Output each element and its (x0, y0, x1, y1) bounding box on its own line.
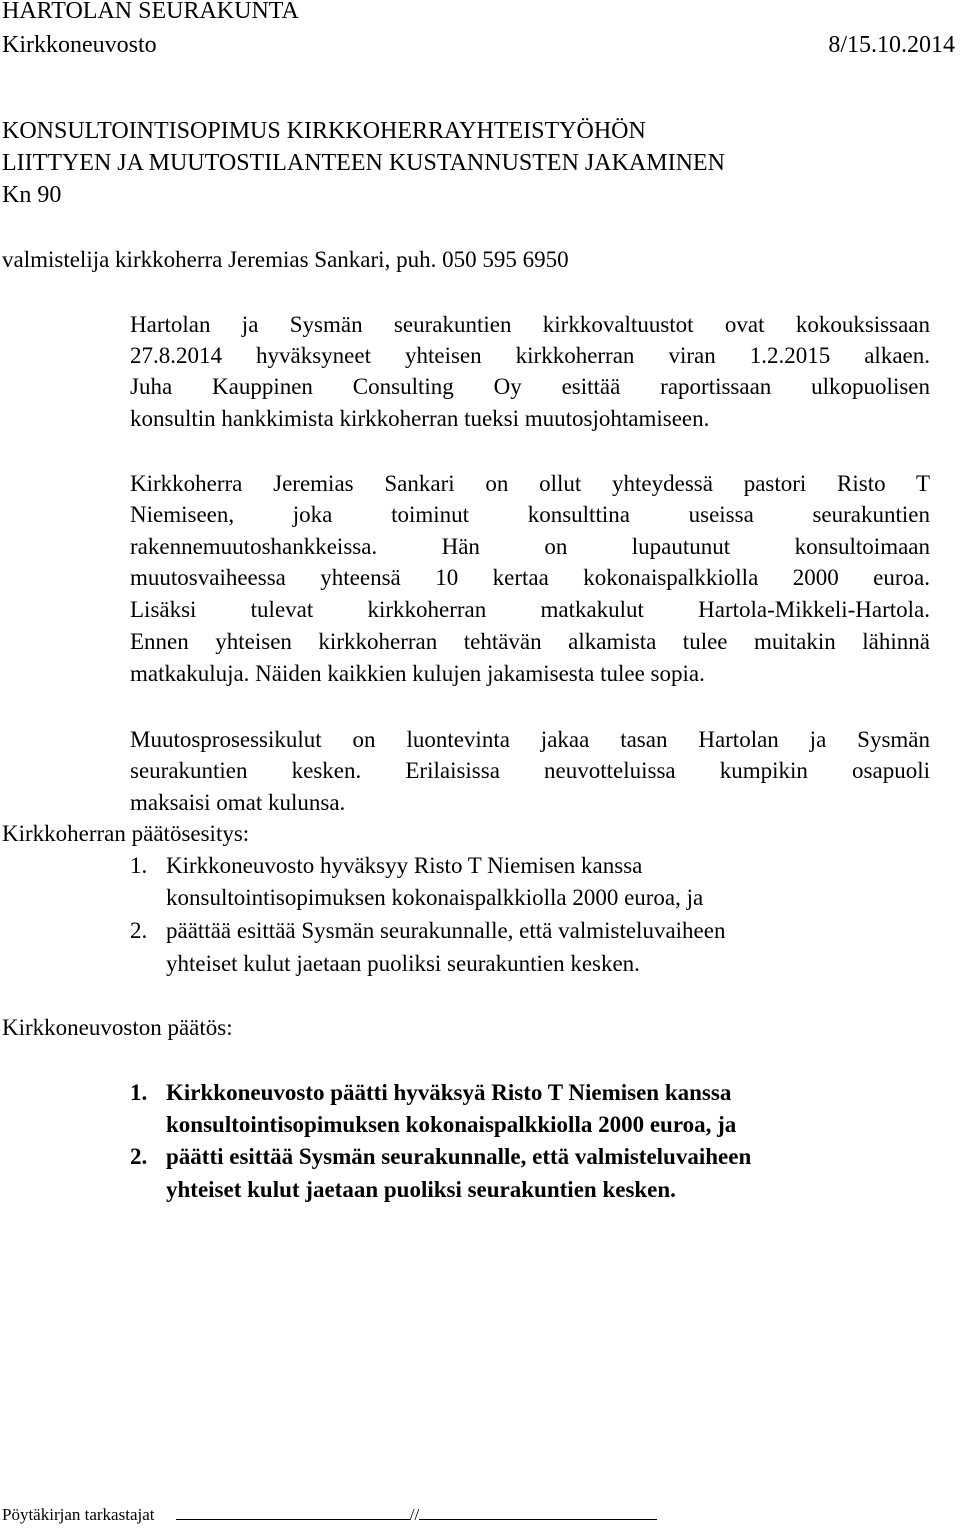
organization-name: HARTOLAN SEURAKUNTA (2, 0, 299, 24)
list-item-text: päätti esittää Sysmän seurakunnalle, että valmisteluvaiheen (166, 1144, 752, 1169)
paragraph-line: Hartolan ja Sysmän seurakuntien kirkkovaltuustot ovat kokouksissaan (130, 312, 930, 337)
proposal-heading: Kirkkoherran päätösesitys: (2, 821, 250, 846)
paragraph-line: Lisäksi tulevat kirkkoherran matkakulut Hartola-Mikkeli-Hartola. (130, 597, 930, 622)
paragraph-line: matkakuluja. Näiden kaikkien kulujen jakamisesta tulee sopia. (130, 661, 705, 686)
paragraph-line: muutosvaiheessa yhteensä 10 kertaa kokonaispalkkiolla 2000 euroa. (130, 565, 930, 590)
meeting-body: Kirkkoneuvosto (2, 32, 157, 58)
paragraph-line: Ennen yhteisen kirkkoherran tehtävän alkamista tulee muitakin lähinnä (130, 629, 930, 654)
signature-line-2 (419, 1505, 657, 1520)
list-item-number: 2. (130, 1144, 148, 1169)
list-item-text: konsultointisopimuksen kokonaispalkkiolla 2000 euroa, ja (166, 1112, 737, 1137)
list-item-number: 2. (130, 918, 148, 943)
meeting-reference: 8/15.10.2014 (828, 32, 955, 58)
signature-separator: // (409, 1505, 420, 1524)
paragraph-line: seurakuntien kesken. Erilaisissa neuvotteluissa kumpikin osapuoli (130, 758, 930, 783)
paragraph-line: maksaisi omat kulunsa. (130, 790, 346, 815)
signature-row (2, 1504, 657, 1526)
reviewers-label: Pöytäkirjan tarkastajat (2, 1505, 155, 1524)
paragraph-line: 27.8.2014 hyväksyneet yhteisen kirkkoherran viran 1.2.2015 alkaen. (130, 343, 930, 368)
document-title-line-2: LIITTYEN JA MUUTOSTILANTEEN KUSTANNUSTEN JAKAMINEN (2, 150, 725, 176)
list-item-text: Kirkkoneuvosto hyväksyy Risto T Niemisen kanssa (166, 853, 643, 878)
paragraph-line: Muutosprosessikulut on luontevinta jakaa tasan Hartolan ja Sysmän (130, 727, 930, 752)
list-item-number: 1. (130, 1080, 148, 1105)
signature-line-1 (176, 1505, 410, 1520)
paragraph-line: rakennemuutoshankkeissa. Hän on lupautunut konsultoimaan (130, 534, 930, 559)
document-section-number: Kn 90 (2, 182, 62, 208)
preparer-line: valmistelija kirkkoherra Jeremias Sankari, puh. 050 595 6950 (2, 247, 569, 272)
list-item-text: Kirkkoneuvosto päätti hyväksyä Risto T Niemisen kanssa (166, 1080, 732, 1105)
list-item-text: päättää esittää Sysmän seurakunnalle, että valmisteluvaiheen (166, 918, 726, 943)
list-item-text: yhteiset kulut jaetaan puoliksi seurakuntien kesken. (166, 951, 640, 976)
decision-heading: Kirkkoneuvoston päätös: (2, 1015, 233, 1040)
paragraph-line: Niemiseen, joka toiminut konsulttina useissa seurakuntien (130, 502, 930, 527)
document-title-line-1: KONSULTOINTISOPIMUS KIRKKOHERRAYHTEISTYÖHÖN (2, 118, 646, 144)
paragraph-line: Kirkkoherra Jeremias Sankari on ollut yhteydessä pastori Risto T (130, 471, 930, 496)
paragraph-line: konsultin hankkimista kirkkoherran tueksi muutosjohtamiseen. (130, 406, 710, 431)
list-item-number: 1. (130, 853, 148, 878)
list-item-text: yhteiset kulut jaetaan puoliksi seurakuntien kesken. (166, 1177, 676, 1202)
list-item-text: konsultointisopimuksen kokonaispalkkiolla 2000 euroa, ja (166, 885, 704, 910)
paragraph-line: Juha Kauppinen Consulting Oy esittää raportissaan ulkopuolisen (130, 374, 930, 399)
